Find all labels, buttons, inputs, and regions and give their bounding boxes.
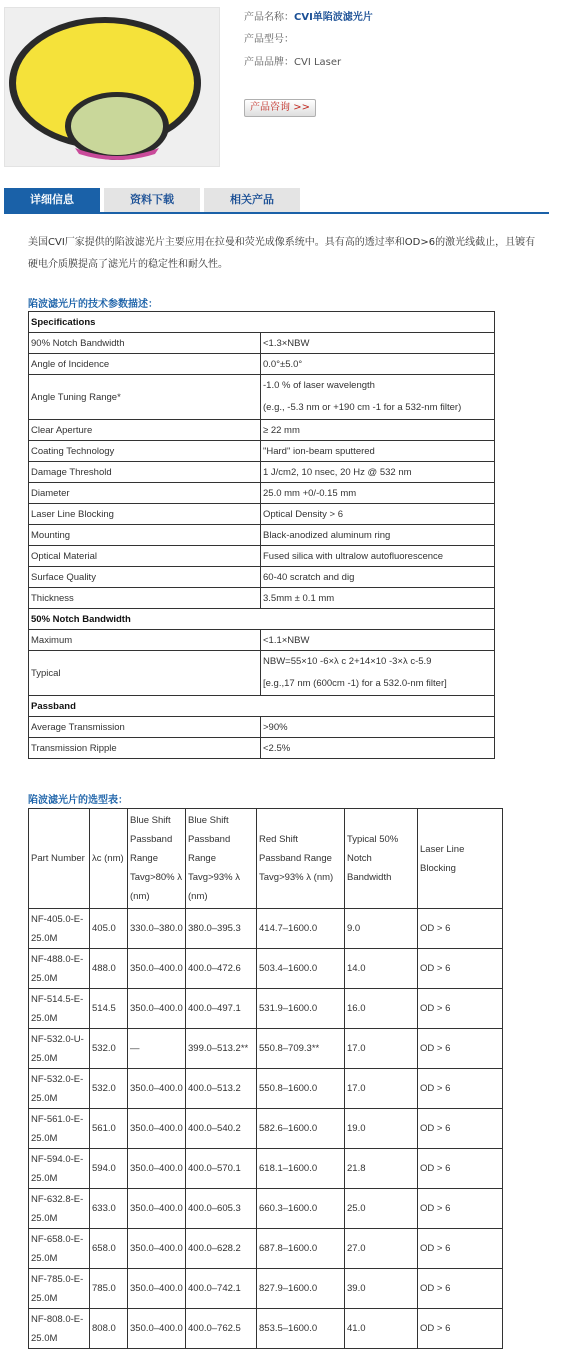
spec-row <box>29 546 495 567</box>
cell-part: NF-405.0-E-25.0M <box>29 909 90 949</box>
spec-table <box>28 311 495 759</box>
cell-blue93: 400.0–497.1 <box>186 989 257 1029</box>
cell-blue93: 400.0–540.2 <box>186 1109 257 1149</box>
spec-value: 3.5mm ± 0.1 mm <box>261 588 495 609</box>
cell-red93: 550.8–709.3** <box>257 1029 345 1069</box>
cell-part: NF-632.8-E-25.0M <box>29 1189 90 1229</box>
header-part-number: Part Number <box>29 809 90 909</box>
spec-row <box>29 651 495 696</box>
cell-lambda: 405.0 <box>90 909 128 949</box>
cell-lambda: 658.0 <box>90 1229 128 1269</box>
spec-value-note: (e.g., -5.3 nm or +190 cm -1 for a 532-nm filter) <box>263 402 462 413</box>
spec-value: 25.0 mm +0/-0.15 mm <box>261 483 495 504</box>
cell-part: NF-594.0-E-25.0M <box>29 1149 90 1189</box>
cell-blue80: — <box>128 1029 186 1069</box>
spec-value: 60-40 scratch and dig <box>261 567 495 588</box>
spec-row <box>29 312 495 333</box>
cell-part: NF-561.0-E-25.0M <box>29 1109 90 1149</box>
spec-row <box>29 462 495 483</box>
spec-row <box>29 717 495 738</box>
product-name-value: CVI单陷波滤光片 <box>294 12 373 23</box>
tab-related-products[interactable]: 相关产品 <box>204 188 300 212</box>
cell-blue93: 380.0–395.3 <box>186 909 257 949</box>
spec-label: Transmission Ripple <box>29 738 261 759</box>
spec-label: Laser Line Blocking <box>29 504 261 525</box>
table-row <box>29 949 503 989</box>
cell-blue93: 399.0–513.2** <box>186 1029 257 1069</box>
cell-block: OD > 6 <box>418 989 503 1029</box>
cell-blue80: 350.0–400.0 <box>128 1229 186 1269</box>
selection-header-row <box>29 809 503 909</box>
cell-lambda: 594.0 <box>90 1149 128 1189</box>
spec-label: Angle of Incidence <box>29 354 261 375</box>
header-lambda: λc (nm) <box>90 809 128 909</box>
cell-lambda: 514.5 <box>90 989 128 1029</box>
cell-lambda: 808.0 <box>90 1309 128 1349</box>
spec-value: <1.3×NBW <box>261 333 495 354</box>
cell-lambda: 785.0 <box>90 1269 128 1309</box>
table-row <box>29 1109 503 1149</box>
spec-value: "Hard" ion-beam sputtered <box>261 441 495 462</box>
cell-block: OD > 6 <box>418 1229 503 1269</box>
cell-lambda: 532.0 <box>90 1029 128 1069</box>
spec-row <box>29 738 495 759</box>
table-row <box>29 1189 503 1229</box>
cell-block: OD > 6 <box>418 949 503 989</box>
cell-part: NF-658.0-E-25.0M <box>29 1229 90 1269</box>
selection-section-title: 陷波滤光片的选型表： <box>28 795 128 806</box>
table-row <box>29 1269 503 1309</box>
cell-block: OD > 6 <box>418 1069 503 1109</box>
table-row <box>29 1149 503 1189</box>
header-blue-shift-80: Blue Shift Passband Range Tavg>80% λ (nm) <box>128 809 186 909</box>
product-brand-value: CVI Laser <box>294 57 342 68</box>
tab-details[interactable]: 详细信息 <box>4 188 100 212</box>
cell-blue80: 350.0–400.0 <box>128 1069 186 1109</box>
product-name-label: 产品名称： <box>244 12 294 23</box>
cell-blue93: 400.0–605.3 <box>186 1189 257 1229</box>
cell-red93: 618.1–1600.0 <box>257 1149 345 1189</box>
table-row <box>29 989 503 1029</box>
product-image <box>4 7 220 167</box>
spec-value: Fused silica with ultralow autofluorescence <box>261 546 495 567</box>
cell-nbw: 19.0 <box>345 1109 418 1149</box>
spec-row <box>29 609 495 630</box>
cell-blue93: 400.0–742.1 <box>186 1269 257 1309</box>
cell-nbw: 17.0 <box>345 1069 418 1109</box>
spec-label: Average Transmission <box>29 717 261 738</box>
cell-nbw: 41.0 <box>345 1309 418 1349</box>
cell-red93: 853.5–1600.0 <box>257 1309 345 1349</box>
spec-value-note: [e.g.,17 nm (600cm -1) for a 532.0-nm filter] <box>263 678 447 689</box>
spec-label: Surface Quality <box>29 567 261 588</box>
table-row <box>29 1229 503 1269</box>
spec-value-line: -1.0 % of laser wavelength <box>263 380 375 391</box>
header-red-shift-93: Red Shift Passband Range Tavg>93% λ (nm) <box>257 809 345 909</box>
cell-blue80: 350.0–400.0 <box>128 1149 186 1189</box>
cell-lambda: 532.0 <box>90 1069 128 1109</box>
header-laser-line-blocking: Laser Line Blocking <box>418 809 503 909</box>
cell-part: NF-532.0-U-25.0M <box>29 1029 90 1069</box>
spec-row <box>29 375 495 420</box>
table-row <box>29 1029 503 1069</box>
cell-part: NF-514.5-E-25.0M <box>29 989 90 1029</box>
cell-nbw: 9.0 <box>345 909 418 949</box>
notch-filter-illustration <box>5 8 220 167</box>
tab-downloads[interactable]: 资料下载 <box>104 188 200 212</box>
cell-nbw: 27.0 <box>345 1229 418 1269</box>
cell-red93: 582.6–1600.0 <box>257 1109 345 1149</box>
spec-value: <1.1×NBW <box>261 630 495 651</box>
cell-block: OD > 6 <box>418 1109 503 1149</box>
selection-table <box>28 808 503 1349</box>
cell-blue93: 400.0–513.2 <box>186 1069 257 1109</box>
product-model-label: 产品型号： <box>244 34 294 45</box>
spec-row <box>29 483 495 504</box>
spec-value: <2.5% <box>261 738 495 759</box>
cell-nbw: 14.0 <box>345 949 418 989</box>
spec-value: 0.0°±5.0° <box>261 354 495 375</box>
spec-row <box>29 354 495 375</box>
spec-row <box>29 504 495 525</box>
spec-label: 90% Notch Bandwidth <box>29 333 261 354</box>
spec-row <box>29 333 495 354</box>
spec-value: >90% <box>261 717 495 738</box>
table-row <box>29 1309 503 1349</box>
tab-bar <box>4 188 549 214</box>
cell-block: OD > 6 <box>418 1029 503 1069</box>
spec-value <box>261 651 495 696</box>
cell-blue93: 400.0–762.5 <box>186 1309 257 1349</box>
cell-blue80: 350.0–400.0 <box>128 1309 186 1349</box>
spec-label: Coating Technology <box>29 441 261 462</box>
spec-group-header: Specifications <box>29 312 495 333</box>
cell-block: OD > 6 <box>418 1149 503 1189</box>
spec-value: Optical Density > 6 <box>261 504 495 525</box>
cell-nbw: 17.0 <box>345 1029 418 1069</box>
spec-label: Optical Material <box>29 546 261 567</box>
cell-blue80: 350.0–400.0 <box>128 949 186 989</box>
cell-red93: 827.9–1600.0 <box>257 1269 345 1309</box>
cell-blue93: 400.0–628.2 <box>186 1229 257 1269</box>
product-brand-row <box>244 56 341 70</box>
spec-row <box>29 441 495 462</box>
spec-label: Thickness <box>29 588 261 609</box>
cell-nbw: 16.0 <box>345 989 418 1029</box>
table-row <box>29 1069 503 1109</box>
spec-value <box>261 375 495 420</box>
header-blue-shift-93: Blue Shift Passband Range Tavg>93% λ (nm) <box>186 809 257 909</box>
cell-nbw: 25.0 <box>345 1189 418 1229</box>
product-name-row <box>244 11 373 25</box>
cell-part: NF-488.0-E-25.0M <box>29 949 90 989</box>
cell-red93: 503.4–1600.0 <box>257 949 345 989</box>
cell-blue80: 350.0–400.0 <box>128 1189 186 1229</box>
cell-red93: 660.3–1600.0 <box>257 1189 345 1229</box>
spec-label: Angle Tuning Range* <box>29 375 261 420</box>
spec-group-header: 50% Notch Bandwidth <box>29 609 495 630</box>
cell-red93: 531.9–1600.0 <box>257 989 345 1029</box>
spec-value: Black-anodized aluminum ring <box>261 525 495 546</box>
spec-row <box>29 696 495 717</box>
cell-part: NF-532.0-E-25.0M <box>29 1069 90 1109</box>
spec-label: Typical <box>29 651 261 696</box>
cell-blue80: 350.0–400.0 <box>128 1269 186 1309</box>
cell-red93: 414.7–1600.0 <box>257 909 345 949</box>
cell-block: OD > 6 <box>418 1309 503 1349</box>
cell-blue80: 350.0–400.0 <box>128 989 186 1029</box>
cell-lambda: 561.0 <box>90 1109 128 1149</box>
cell-block: OD > 6 <box>418 1189 503 1229</box>
cell-lambda: 488.0 <box>90 949 128 989</box>
table-row <box>29 909 503 949</box>
spec-row <box>29 588 495 609</box>
intro-text: 美国CVI厂家提供的陷波滤光片主要应用在拉曼和荧光成像系统中。具有高的透过率和OD>6的激光线截止，且镀有硬电介质膜提高了滤光片的稳定性和耐久性。 <box>28 237 536 270</box>
spec-section-title: 陷波滤光片的技术参数描述： <box>28 299 158 310</box>
cell-nbw: 39.0 <box>345 1269 418 1309</box>
spec-group-header: Passband <box>29 696 495 717</box>
spec-label: Clear Aperture <box>29 420 261 441</box>
spec-label: Maximum <box>29 630 261 651</box>
cell-part: NF-785.0-E-25.0M <box>29 1269 90 1309</box>
cell-blue93: 400.0–472.6 <box>186 949 257 989</box>
spec-row <box>29 420 495 441</box>
spec-row <box>29 567 495 588</box>
cell-block: OD > 6 <box>418 909 503 949</box>
spec-value-line: NBW=55×10 -6×λ c 2+14×10 -3×λ c-5.9 <box>263 656 432 667</box>
cell-block: OD > 6 <box>418 1269 503 1309</box>
cell-nbw: 21.8 <box>345 1149 418 1189</box>
header-notch-bandwidth: Typical 50% Notch Bandwidth <box>345 809 418 909</box>
cell-lambda: 633.0 <box>90 1189 128 1229</box>
product-model-row <box>244 33 294 47</box>
cell-red93: 550.8–1600.0 <box>257 1069 345 1109</box>
cell-blue93: 400.0–570.1 <box>186 1149 257 1189</box>
cell-part: NF-808.0-E-25.0M <box>29 1309 90 1349</box>
spec-label: Mounting <box>29 525 261 546</box>
spec-value: ≥ 22 mm <box>261 420 495 441</box>
spec-row <box>29 630 495 651</box>
spec-label: Damage Threshold <box>29 462 261 483</box>
spec-label: Diameter <box>29 483 261 504</box>
cell-blue80: 350.0–400.0 <box>128 1109 186 1149</box>
spec-row <box>29 525 495 546</box>
cell-red93: 687.8–1600.0 <box>257 1229 345 1269</box>
spec-value: 1 J/cm2, 10 nsec, 20 Hz @ 532 nm <box>261 462 495 483</box>
cell-blue80: 330.0–380.0 <box>128 909 186 949</box>
product-consult-button[interactable]: 产品咨询 >> <box>244 99 316 117</box>
product-brand-label: 产品品牌： <box>244 57 294 68</box>
